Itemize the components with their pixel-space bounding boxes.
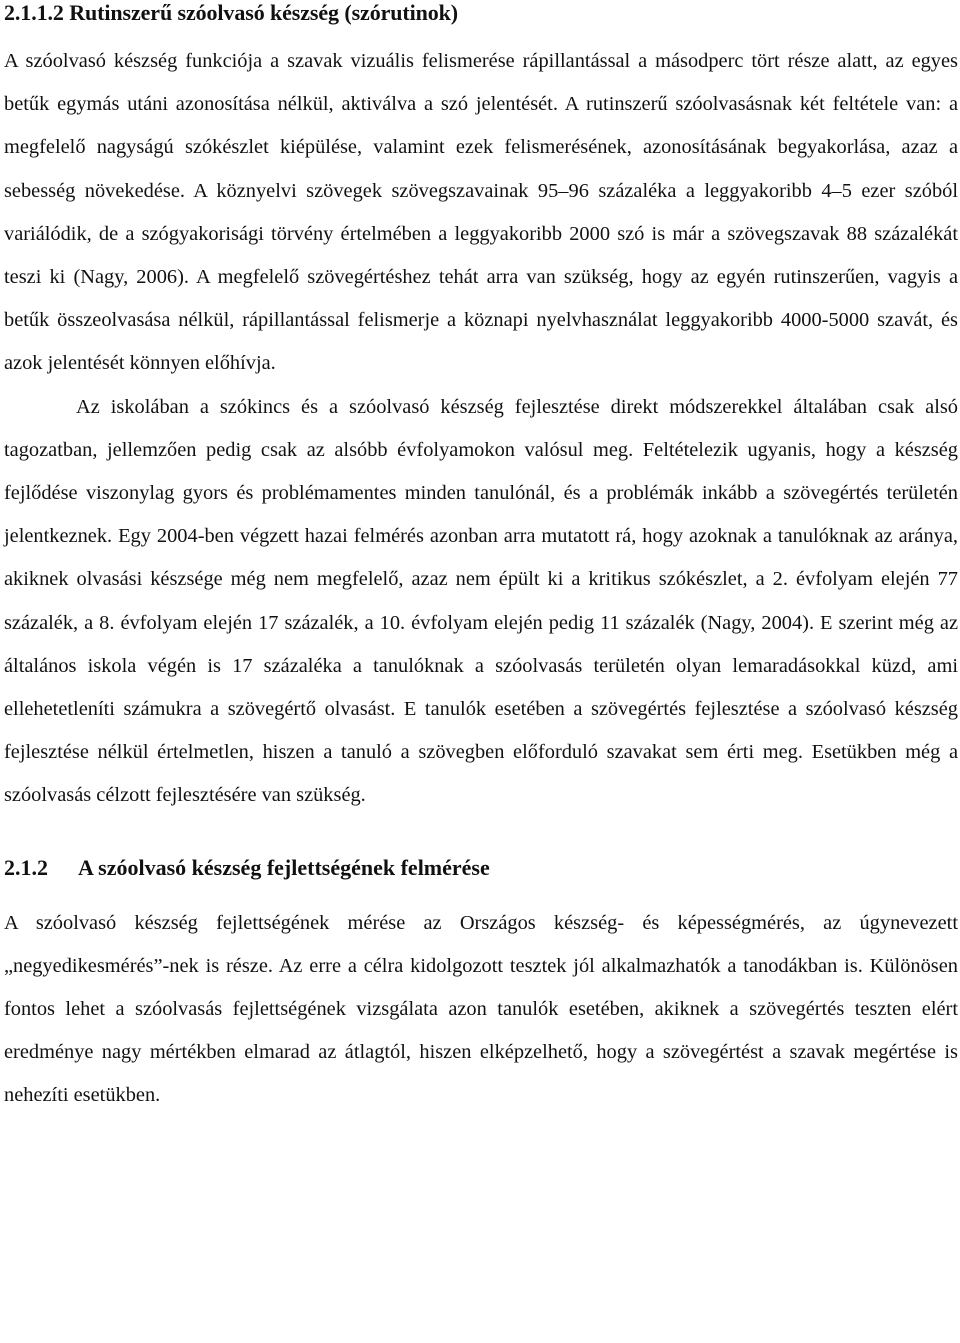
section-heading: 2.1.1.2 Rutinszerű szóolvasó készség (szórutinok) [4, 0, 459, 25]
document-page [4, 0, 958, 1118]
subsection-title: A szóolvasó készség fejlettségének felmérése [78, 854, 490, 880]
subsection-heading [4, 854, 958, 882]
subsection-number: 2.1.2 [4, 854, 48, 880]
body-paragraph: A szóolvasó készség fejlettségének mérése az Országos készség- és képességmérés, az úgynevezett „negyedikesmérés”-nek is része. Az erre a célra kidolgozott tesztek jól alkalmazhatók a tanodákban is. Különösen fontos lehet a szóolvasás fejlettségének vizsgálata azon tanulók esetében, akiknek a szövegértés teszten elért eredménye nagy mértékben elmarad az átlagtól, hiszen elképzelhető, hogy a szövegértést a szavak megértése is nehezíti esetükben. [4, 911, 958, 1107]
body-paragraph: A szóolvasó készség funkciója a szavak vizuális felismerése rápillantással a másodperc tört része alatt, az egyes betűk egymás utáni azonosítása nélkül, aktiválva a szó jelentését. A rutinszerű szóolvasásnak két feltétele van: a megfelelő nagyságú szókészlet kiépülése, valamint ezek felismerésének, azonosításának begyakorlása, azaz a sebesség növekedése. A köznyelvi szövegek szövegszavainak 95–96 százaléka a leggyakoribb 4–5 ezer szóból variálódik, de a szógyakorisági törvény értelmében a leggyakoribb 2000 szó is már a szövegszavak 88 százalékát teszi ki (Nagy, 2006). A megfelelő szövegértéshez tehát arra van szükség, hogy az egyén rutinszerűen, vagyis a betűk összeolvasása nélkül, rápillantással felismerje a köznapi nyelvhasználat leggyakoribb 4000-5000 szavát, és azok jelentését könnyen előhívja. [4, 50, 958, 375]
body-paragraph: Az iskolában a szókincs és a szóolvasó készség fejlesztése direkt módszerekkel általában csak alsó tagozatban, jellemzően pedig csak az alsóbb évfolyamokon valósul meg. Feltételezik ugyanis, hogy a készség fejlődése viszonylag gyors és problémamentes minden tanulónál, és a problémák inkább a szövegértés területén jelentkeznek. Egy 2004-ben végzett hazai felmérés azonban arra mutatott rá, hogy azoknak a tanulóknak az aránya, akiknek olvasási készsége még nem megfelelő, azaz nem épült ki a kritikus szókészlet, a 2. évfolyam elején 77 százalék, a 8. évfolyam elején 17 százalék, a 10. évfolyam elején pedig 11 százalék (Nagy, 2004). E szerint még az általános iskola végén is 17 százaléka a tanulóknak a szóolvasás területén olyan lemaradásokkal küzd, ami ellehetetleníti számukra a szövegértő olvasást. E tanulók esetében a szövegértés fejlesztése a szóolvasó készség fejlesztése nélkül értelmetlen, hiszen a tanuló a szövegben előforduló szavakat sem érti meg. Esetükben még a szóolvasás célzott fejlesztésére van szükség. [4, 395, 958, 807]
